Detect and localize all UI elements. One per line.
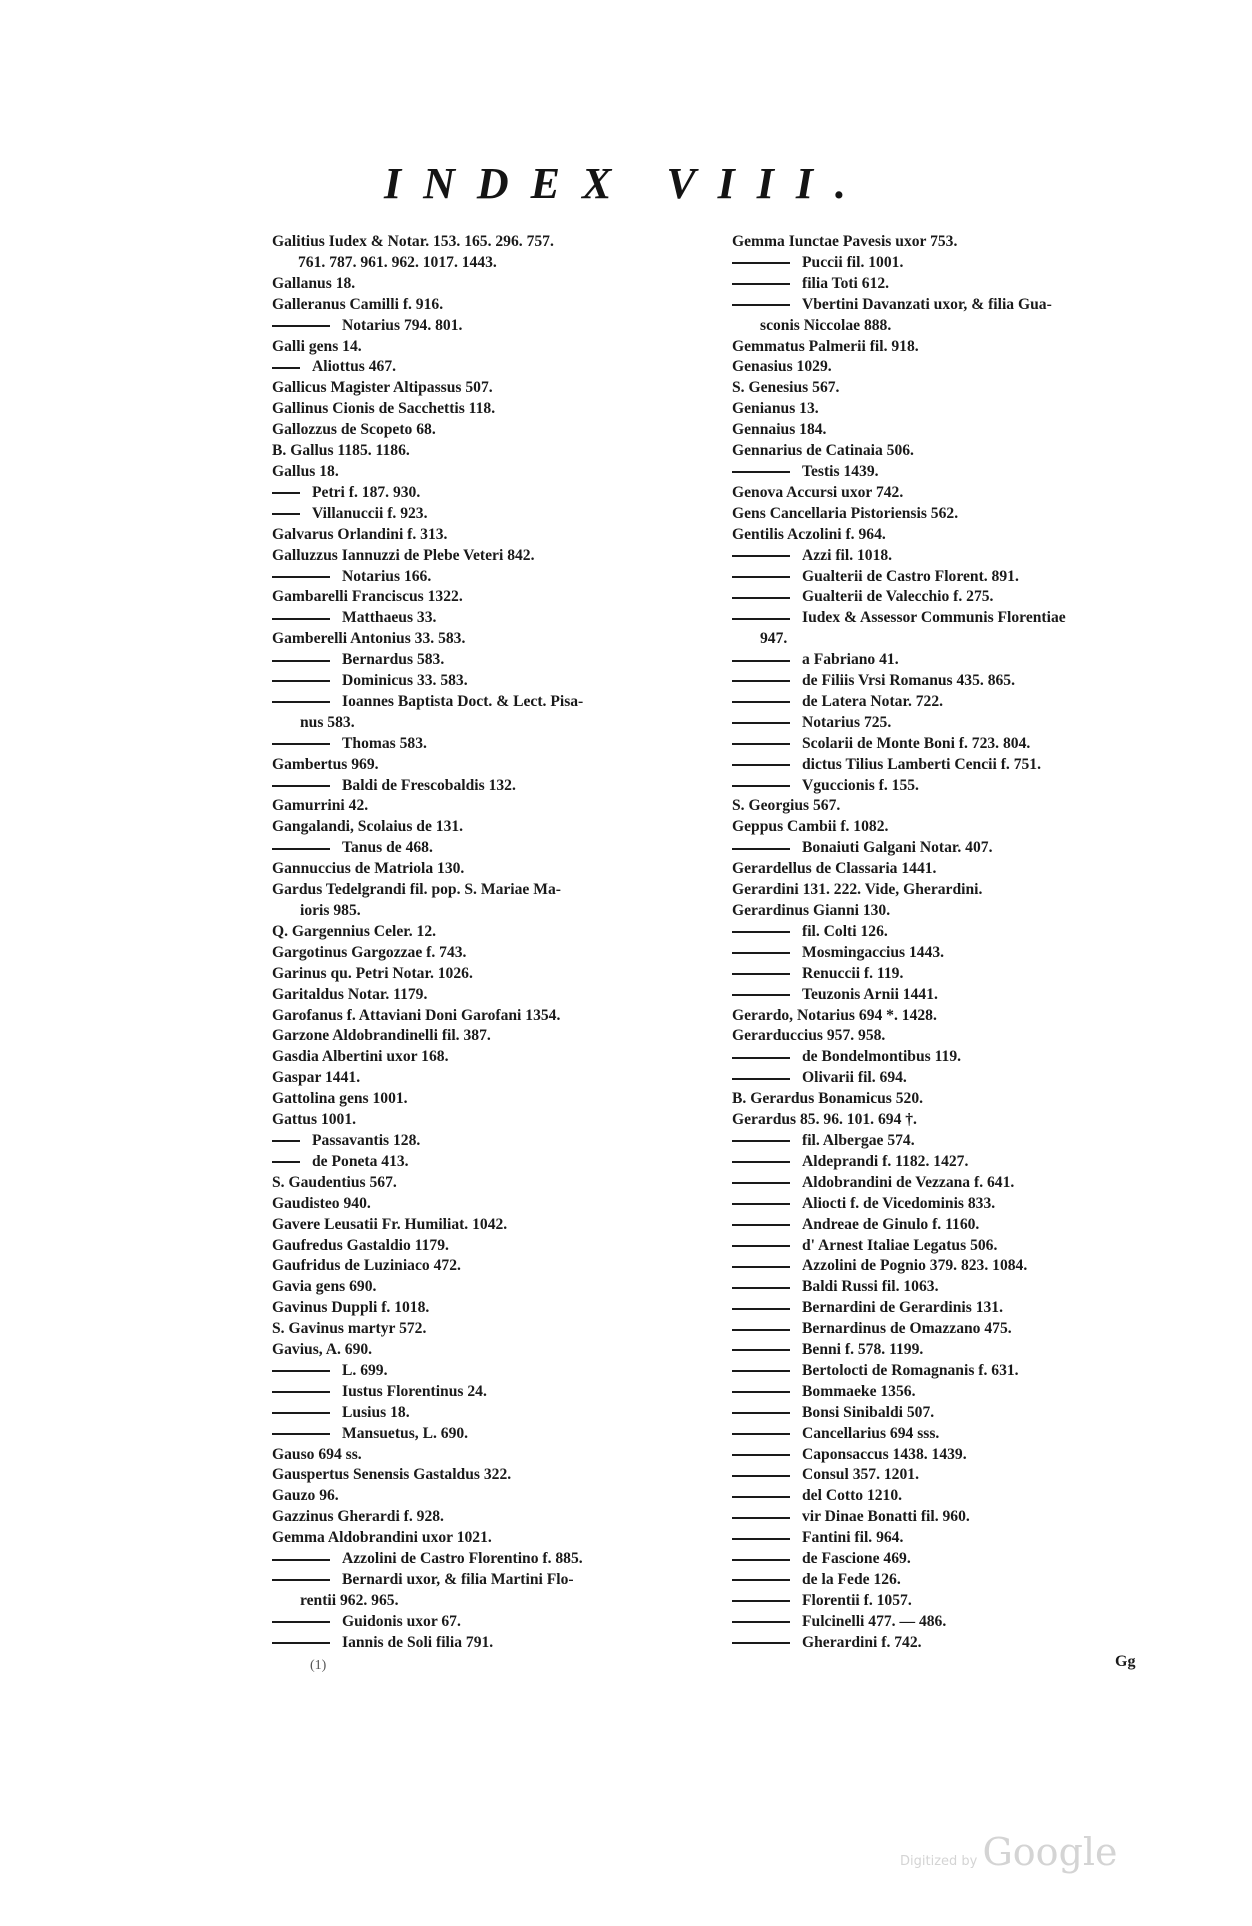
index-entry: Gargotinus Gargozzae f. 743. [272,943,467,961]
index-entry: Caponsaccus 1438. 1439. [732,1445,1192,1466]
index-entry: Notarius 794. 801. [272,316,712,337]
index-entry: Aldeprandi f. 1182. 1427. [732,1152,1192,1173]
index-entry: Gattus 1001. [272,1111,357,1129]
index-entry: Mansuetus, L. 690. [272,1424,712,1445]
index-entry: Gamberelli Antonius 33. 583. [272,630,466,648]
index-entry: Genova Accursi uxor 742. [732,483,904,501]
index-entry: Gazzinus Gherardi f. 928. [272,1508,444,1526]
index-entry: Gallinus Cionis de Sacchettis 118. [272,400,496,418]
index-entry: Geppus Cambii f. 1082. [732,818,889,836]
index-entry: ioris 985. [300,902,361,919]
index-entry: Gemmatus Palmerii fil. 918. [732,337,919,355]
index-entry: Aliottus 467. [272,357,712,378]
index-entry: Azzi fil. 1018. [732,546,1192,567]
index-entry: Renuccii f. 119. [732,964,1192,985]
index-entry: de Bondelmontibus 119. [732,1047,1192,1068]
index-entry: Teuzonis Arnii 1441. [732,985,1192,1006]
index-entry: Gerardini 131. 222. Vide, Gherardini. [732,881,983,899]
index-entry: Gavere Leusatii Fr. Humiliat. 1042. [272,1215,508,1233]
index-entry: Gangalandi, Scolaius de 131. [272,818,464,836]
index-entry: Consul 357. 1201. [732,1465,1192,1486]
index-entry: Guidonis uxor 67. [272,1612,712,1633]
index-entry: Gemma Aldobrandini uxor 1021. [272,1529,492,1547]
index-entry: S. Gaudentius 567. [272,1173,397,1191]
index-entry: Matthaeus 33. [272,608,712,629]
index-entry: Gaufredus Gastaldio 1179. [272,1236,449,1254]
index-entry: Fulcinelli 477. — 486. [732,1612,1192,1633]
index-entry: Bernardini de Gerardinis 131. [732,1298,1192,1319]
index-entry: Q. Gargennius Celer. 12. [272,922,437,940]
index-entry: Tanus de 468. [272,838,712,859]
index-entry: rentii 962. 965. [300,1591,399,1609]
index-entry: Testis 1439. [732,462,1192,483]
index-entry: Gavius, A. 690. [272,1341,373,1359]
page-title: INDEX VIII. [383,159,869,208]
index-entry: Garinus qu. Petri Notar. 1026. [272,964,473,982]
index-entry: Gaudisteo 940. [272,1194,371,1212]
index-entry: Scolarii de Monte Boni f. 723. 804. [732,734,1192,755]
index-entry: Gualterii de Valecchio f. 275. [732,587,1192,608]
index-entry: Garitaldus Notar. 1179. [272,985,428,1003]
index-entry: de Latera Notar. 722. [732,692,1192,713]
index-entry: S. Genesius 567. [732,379,840,397]
index-entry: Bernardus 583. [272,650,712,671]
index-entry: Gerardinus Gianni 130. [732,902,891,919]
index-entry: Baldi Russi fil. 1063. [732,1277,1192,1298]
index-entry: Gannuccius de Matriola 130. [272,860,465,878]
index-entry: Gauspertus Senensis Gastaldus 322. [272,1466,512,1484]
index-entry: Gens Cancellaria Pistoriensis 562. [732,504,959,522]
index-entry: Bernardi uxor, & filia Martini Flo- [272,1570,712,1591]
signature-mark: Gg [1115,1653,1136,1670]
index-entry: d' Arnest Italiae Legatus 506. [732,1236,1192,1257]
index-entry: Galitius Iudex & Notar. 153. 165. 296. 757. [272,233,554,250]
index-entry: Gavia gens 690. [272,1278,377,1296]
index-entry: Azzolini de Pognio 379. 823. 1084. [732,1256,1192,1277]
index-entry: del Cotto 1210. [732,1486,1192,1507]
index-column-left [272,232,712,1654]
index-entry: fil. Colti 126. [732,922,1192,943]
index-entry: Gardus Tedelgrandi fil. pop. S. Mariae Ma- [272,881,561,899]
index-entry: Iustus Florentinus 24. [272,1382,712,1403]
index-entry: Gennaius 184. [732,421,827,439]
index-entry: Gemma Iunctae Pavesis uxor 753. [732,233,958,250]
index-entry: Galleranus Camilli f. 916. [272,295,444,313]
index-entry: Aldobrandini de Vezzana f. 641. [732,1173,1192,1194]
index-entry: Villanuccii f. 923. [272,504,712,525]
index-entry: Ioannes Baptista Doct. & Lect. Pisa- [272,692,712,713]
index-entry: nus 583. [300,713,355,731]
index-entry: Vbertini Davanzati uxor, & filia Gua- [732,295,1192,316]
index-entry: a Fabriano 41. [732,650,1192,671]
page-footer-mark: (1) [310,1658,327,1673]
index-entry: 761. 787. 961. 962. 1017. 1443. [298,253,497,271]
index-entry: B. Gallus 1185. 1186. [272,442,410,460]
index-entry: Azzolini de Castro Florentino f. 885. [272,1549,712,1570]
index-entry: de Fascione 469. [732,1549,1192,1570]
index-entry: Petri f. 187. 930. [272,483,712,504]
index-entry: sconis Niccolae 888. [760,316,892,334]
index-entry: Garzone Aldobrandinelli fil. 387. [272,1027,491,1045]
index-entry: de Poneta 413. [272,1152,712,1173]
index-entry: Gualterii de Castro Florent. 891. [732,567,1192,588]
index-entry: vir Dinae Bonatti fil. 960. [732,1507,1192,1528]
digitized-watermark [900,1830,1118,1874]
index-entry: Gentilis Aczolini f. 964. [732,525,886,543]
index-entry: fil. Albergae 574. [732,1131,1192,1152]
index-entry: filia Toti 612. [732,274,1192,295]
index-entry: Cancellarius 694 sss. [732,1424,1192,1445]
index-entry: Vguccionis f. 155. [732,776,1192,797]
index-entry: Gallanus 18. [272,274,356,292]
index-entry: Thomas 583. [272,734,712,755]
index-entry: Dominicus 33. 583. [272,671,712,692]
index-entry: Gambertus 969. [272,755,379,773]
index-entry: Bonaiuti Galgani Notar. 407. [732,838,1192,859]
index-entry: Notarius 725. [732,713,1192,734]
index-entry: Gerardus 85. 96. 101. 694 †. [732,1111,917,1129]
index-entry: Gerarduccius 957. 958. [732,1027,886,1045]
index-entry: Puccii fil. 1001. [732,253,1192,274]
index-entry: Gasdia Albertini uxor 168. [272,1048,449,1066]
index-entry: Iudex & Assessor Communis Florentiae [732,608,1192,629]
index-entry: Notarius 166. [272,567,712,588]
index-entry: Gamurrini 42. [272,797,369,815]
index-entry: Bertolocti de Romagnanis f. 631. [732,1361,1192,1382]
index-entry: Bommaeke 1356. [732,1382,1192,1403]
index-entry: Aliocti f. de Vicedominis 833. [732,1194,1192,1215]
index-entry: Gallus 18. [272,462,339,480]
index-entry: Andreae de Ginulo f. 1160. [732,1215,1192,1236]
index-entry: Gavinus Duppli f. 1018. [272,1299,430,1317]
index-entry: Genasius 1029. [732,358,832,376]
index-entry: S. Georgius 567. [732,797,841,815]
index-entry: Garofanus f. Attaviani Doni Garofani 1354. [272,1006,561,1024]
index-entry: Galvarus Orlandini f. 313. [272,525,448,543]
index-entry: 947. [760,630,788,648]
index-entry: Benni f. 578. 1199. [732,1340,1192,1361]
index-entry: Gallozzus de Scopeto 68. [272,421,436,439]
index-entry: Gambarelli Franciscus 1322. [272,588,463,606]
index-entry: dictus Tilius Lamberti Cencii f. 751. [732,755,1192,776]
index-entry: Gaspar 1441. [272,1069,361,1087]
index-entry: Gennarius de Catinaia 506. [732,442,914,460]
index-entry: Fantini fil. 964. [732,1528,1192,1549]
index-entry: Baldi de Frescobaldis 132. [272,776,712,797]
index-entry: Gauzo 96. [272,1487,339,1505]
index-entry: B. Gerardus Bonamicus 520. [732,1090,924,1108]
index-entry: Bonsi Sinibaldi 507. [732,1403,1192,1424]
index-entry: Gherardini f. 742. [732,1633,1192,1654]
index-entry: Bernardinus de Omazzano 475. [732,1319,1192,1340]
index-entry: S. Gavinus martyr 572. [272,1320,427,1338]
index-column-right [732,232,1192,1654]
index-entry: Genianus 13. [732,400,819,418]
index-entry: de Filiis Vrsi Romanus 435. 865. [732,671,1192,692]
index-entry: Lusius 18. [272,1403,712,1424]
index-entry: Gaufridus de Luziniaco 472. [272,1257,461,1275]
index-entry: L. 699. [272,1361,712,1382]
index-entry: Olivarii fil. 694. [732,1068,1192,1089]
index-entry: Galluzzus Iannuzzi de Plebe Veteri 842. [272,546,535,564]
index-entry: Gerardo, Notarius 694 *. 1428. [732,1006,937,1024]
watermark-prefix: Digitized by [900,1854,978,1869]
index-entry: de la Fede 126. [732,1570,1192,1591]
index-entry: Galli gens 14. [272,337,362,355]
index-entry: Gallicus Magister Altipassus 507. [272,379,493,397]
index-entry: Passavantis 128. [272,1131,712,1152]
index-entry: Florentii f. 1057. [732,1591,1192,1612]
index-entry: Gauso 694 ss. [272,1445,362,1463]
watermark-brand: Google [982,1830,1118,1874]
index-entry: Gattolina gens 1001. [272,1090,408,1108]
index-entry: Gerardellus de Classaria 1441. [732,860,937,878]
index-entry: Mosmingaccius 1443. [732,943,1192,964]
index-entry: Iannis de Soli filia 791. [272,1633,712,1654]
